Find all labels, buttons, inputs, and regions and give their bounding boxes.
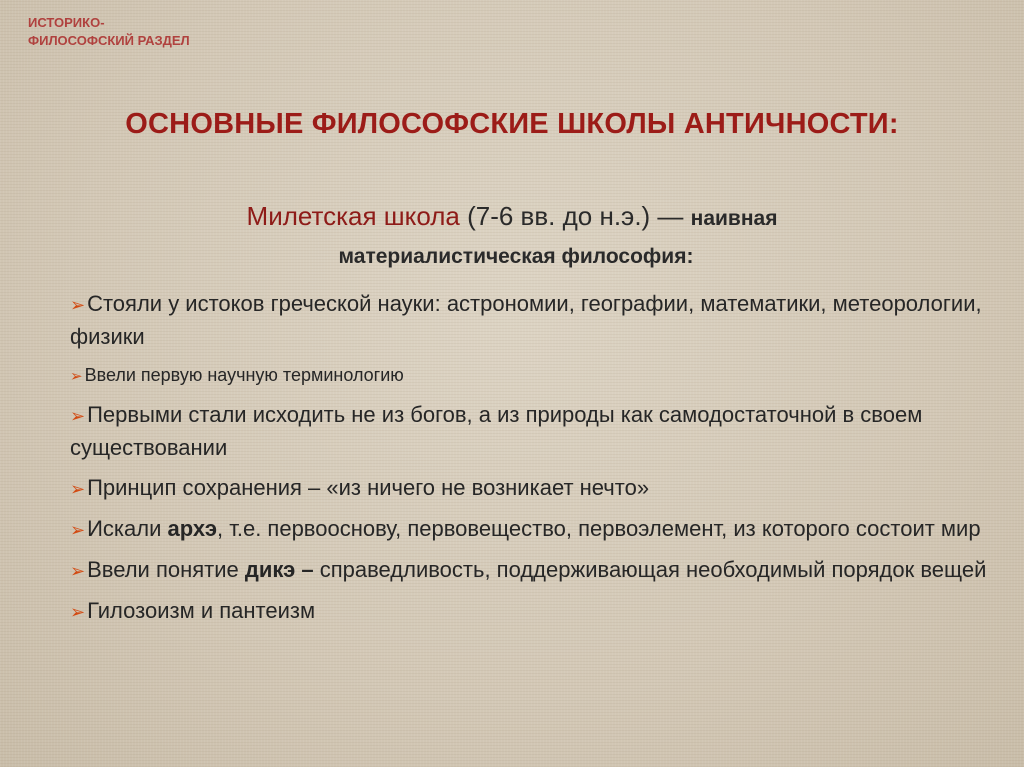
arrow-bullet-icon: ➢: [70, 368, 83, 385]
list-item: [70, 288, 1000, 353]
list-item: [70, 399, 1000, 464]
list-item-text-post: справедливость, поддерживающая необходимый порядок вещей: [313, 557, 987, 582]
term-dike: дикэ –: [244, 557, 314, 582]
list-item: [70, 595, 1000, 628]
arrow-bullet-icon: ➢: [70, 561, 86, 581]
arrow-bullet-icon: ➢: [70, 479, 86, 499]
section-label-line1: ИСТОРИКО-: [28, 15, 105, 30]
arrow-bullet-icon: ➢: [70, 520, 86, 540]
section-label: [28, 14, 190, 50]
list-item-text: Принцип сохранения – «из ничего не возникает нечто»: [87, 475, 650, 500]
list-item-text-pre: Искали: [87, 516, 168, 541]
arrow-bullet-icon: ➢: [70, 406, 86, 426]
list-item-text: Стояли у истоков греческой науки: астрономии, географии, математики, метеорологии, физики: [70, 291, 982, 349]
arrow-bullet-icon: ➢: [70, 602, 86, 622]
list-item-text-post: , т.е. первооснову, первовещество, первоэлемент, из которого состоит мир: [216, 516, 981, 541]
list-item: [70, 554, 1000, 587]
school-heading: [0, 198, 1024, 275]
bullet-list: [70, 288, 1000, 636]
school-name: Милетская школа: [246, 201, 460, 231]
school-description-part2: материалистическая философия:: [338, 245, 694, 268]
list-item: [70, 472, 1000, 505]
list-item-text-pre: Ввели понятие: [87, 557, 245, 582]
list-item-text: Первыми стали исходить не из богов, а из природы как самодостаточной в своем существовании: [70, 402, 923, 460]
list-item-text: Ввели первую научную терминологию: [84, 365, 404, 385]
school-dates: (7-6 вв. до н.э.) —: [459, 201, 691, 231]
list-item: [70, 361, 1000, 391]
list-item: [70, 513, 1000, 546]
school-description-part1: наивная: [690, 207, 778, 230]
term-arche: архэ: [167, 516, 217, 541]
section-label-line2: ФИЛОСОФСКИЙ РАЗДЕЛ: [28, 33, 190, 48]
page-title: ОСНОВНЫЕ ФИЛОСОФСКИЕ ШКОЛЫ АНТИЧНОСТИ:: [125, 108, 899, 140]
list-item-text: Гилозоизм и пантеизм: [87, 598, 316, 623]
arrow-bullet-icon: ➢: [70, 295, 86, 315]
